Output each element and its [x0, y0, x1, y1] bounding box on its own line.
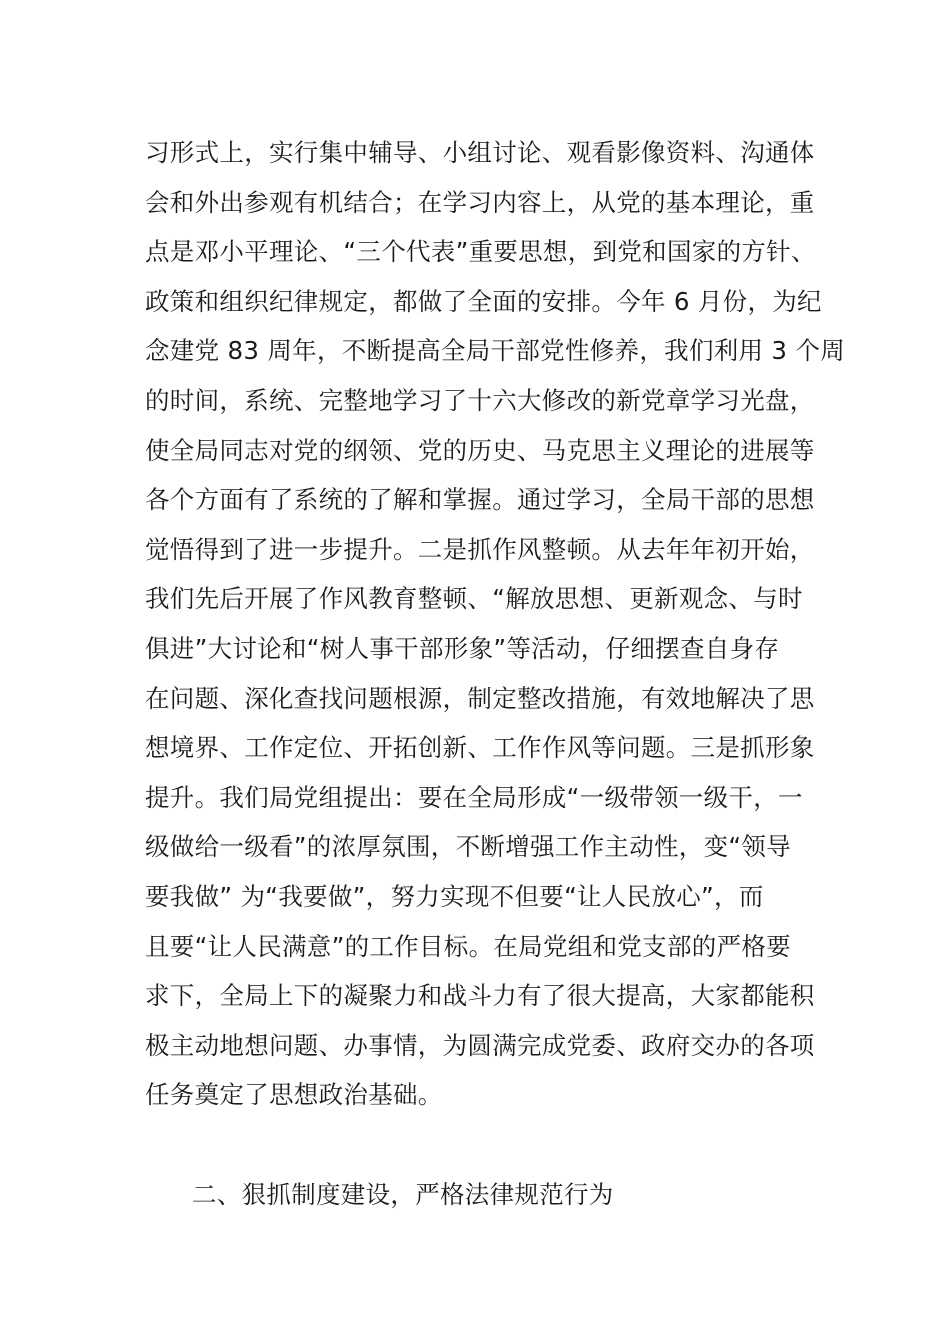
text-line: 的时间，系统、完整地学习了十六大修改的新党章学习光盘，	[145, 385, 815, 415]
text-line: 且要“让人民满意”的工作目标。在局党组和党支部的严格要	[145, 931, 791, 961]
text-line: 俱进”大讨论和“树人事干部形象”等活动，仔细摆查自身存	[145, 633, 780, 663]
text-line: 求下，全局上下的凝聚力和战斗力有了很大提高，大家都能积	[145, 981, 815, 1011]
text-line: 任务奠定了思想政治基础。	[145, 1080, 443, 1110]
text-line: 使全局同志对党的纲领、党的历史、马克思主义理论的进展等	[145, 435, 815, 465]
text-line: 习形式上，实行集中辅导、小组讨论、观看影像资料、沟通体	[145, 138, 815, 167]
text-line: 会和外出参观有机结合；在学习内容上，从党的基本理论，重	[145, 187, 815, 217]
text-line: 政策和组织纪律规定，都做了全面的安排。今年 6 月份，为纪	[145, 286, 822, 316]
text-line: 想境界、工作定位、开拓创新、工作作风等问题。三是抓形象	[145, 733, 815, 763]
section-heading: 二、狠抓制度建设，严格法律规范行为	[192, 1180, 614, 1209]
text-line: 念建党 83 周年，不断提高全局干部党性修养，我们利用 3 个周	[145, 336, 846, 366]
text-line: 点是邓小平理论、“三个代表”重要思想，到党和国家的方针、	[145, 237, 816, 267]
text-line: 极主动地想问题、办事情，为圆满完成党委、政府交办的各项	[145, 1030, 815, 1060]
text-line: 觉悟得到了进一步提升。二是抓作风整顿。从去年年初开始，	[145, 534, 815, 564]
text-line: 级做给一级看”的浓厚氛围，不断增强工作主动性，变“领导	[145, 832, 791, 862]
text-line: 在问题、深化查找问题根源，制定整改措施，有效地解决了思	[145, 683, 815, 713]
text-line: 提升。我们局党组提出：要在全局形成“一级带领一级干，一	[145, 782, 803, 812]
body-paragraph	[145, 128, 845, 1120]
text-line: 各个方面有了系统的了解和掌握。通过学习，全局干部的思想	[145, 485, 815, 515]
text-line: 要我做” 为“我要做”，努力实现不但要“让人民放心”，而	[145, 881, 764, 911]
text-line: 我们先后开展了作风教育整顿、“解放思想、更新观念、与时	[145, 584, 803, 614]
